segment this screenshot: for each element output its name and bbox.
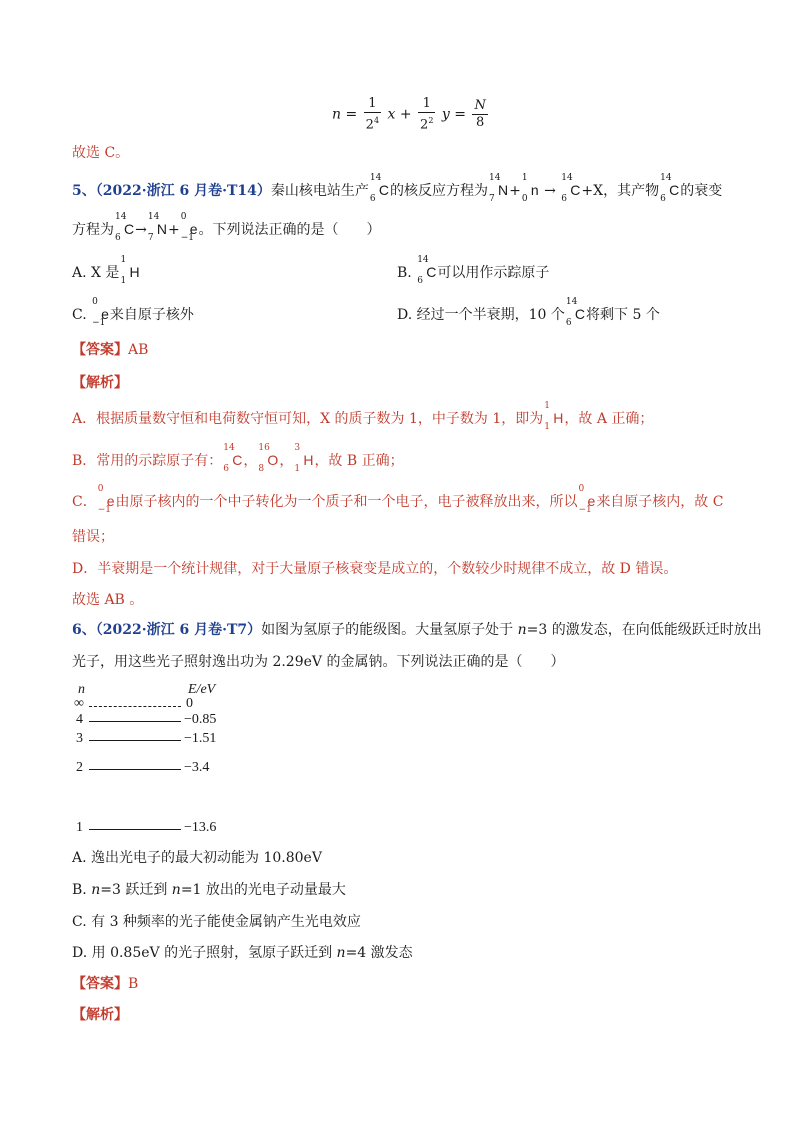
q5-source: （2022·浙江 6 月卷·T14） — [95, 183, 271, 199]
nuclide-electron: 0 −1 e — [180, 212, 198, 243]
q5-option-d[interactable]: D. 经过一个半衰期，10 个 14 6 C将剩下 5 个 — [397, 297, 660, 328]
q5-option-a[interactable]: A. X 是 1 1 H — [72, 255, 140, 286]
level-e-4: −0.85 — [184, 712, 217, 727]
q6-source: （2022·浙江 6 月卷·T7） — [95, 622, 262, 638]
nuclide-neutron: 1 0 n — [521, 173, 539, 204]
level-e-1: −13.6 — [184, 820, 217, 835]
q5-option-b[interactable]: B. 14 6 C可以用作示踪原子 — [397, 255, 550, 286]
q5-answer: 【答案】AB — [72, 342, 149, 358]
formula-var-y: y — [441, 106, 450, 123]
q5-analysis-b: B．常用的示踪原子有： 14 6 C， 16 8 O， 3 1 H，故 B 正确； — [72, 443, 404, 474]
formula-line — [332, 96, 490, 133]
formula-lhs: n — [332, 106, 342, 123]
formula-plus: + — [399, 106, 412, 123]
nuclide-electron: 0 −1 e — [92, 297, 109, 328]
nuclide-o16: 16 8 O — [258, 443, 279, 474]
level-n-2: 2 — [76, 760, 83, 775]
q5-analysis-label: 【解析】 — [72, 375, 128, 391]
nuclide-h1: 1 1 H — [120, 255, 140, 286]
level-e-inf: 0 — [186, 696, 193, 711]
formula-eq: = — [345, 106, 358, 123]
nuclide-electron: 0 −1 e — [578, 484, 596, 515]
q6-stem-line-2: 光子，用这些光子照射逸出功为 2.29eV 的金属钠。下列说法正确的是（ ） — [72, 654, 565, 670]
level-e-2: −3.4 — [184, 760, 210, 775]
nuclide-c14: 14 6 C — [417, 255, 437, 286]
nuclide-c14: 14 6 C — [369, 173, 389, 204]
q6-number: 6、 — [72, 622, 96, 638]
formula-frac-1: $\frac{1}{2^4}$ — [365, 96, 380, 133]
nuclide-h1: 1 1 H — [544, 401, 564, 432]
nuclide-c14: 14 6 C — [561, 173, 581, 204]
nuclide-c14: 14 6 C — [115, 212, 135, 243]
level-line-inf — [89, 706, 181, 707]
nuclide-c14: 14 6 C — [565, 297, 586, 328]
formula-frac-3: $\frac{N}{8}$ — [474, 98, 486, 131]
nuclide-electron: 0 −1 e — [97, 484, 115, 515]
q6-option-c[interactable]: C. 有 3 种频率的光子能使金属钠产生光电效应 — [72, 914, 361, 930]
level-line-4 — [89, 721, 181, 722]
nuclide-n14: 14 7 N — [147, 212, 167, 243]
q6-analysis-label: 【解析】 — [72, 1007, 128, 1023]
q6-option-a[interactable]: A. 逸出光电子的最大初动能为 10.80eV — [72, 850, 322, 866]
prev-conclusion: 故选 C。 — [72, 145, 130, 161]
level-e-3: −1.51 — [184, 731, 217, 746]
diagram-n-header: n — [78, 682, 85, 697]
q5-stem-line-2: 方程为 14 6 C→ 14 7 N+ 0 −1 e。下列说法正确的是（ ） — [72, 212, 381, 243]
q5-analysis-c-cont: 错误； — [72, 529, 114, 545]
level-n-1: 1 — [76, 820, 83, 835]
q5-stem-line-1: 5、（2022·浙江 6 月卷·T14）秦山核电站生产 14 6 C的核反应方程为 14 7 N+ 1 0 n → 14 6 C+X，其产物 14 6 C的衰变 — [72, 173, 723, 204]
q6-option-d[interactable]: D. 用 0.85eV 的光子照射，氢原子跃迁到 n=4 激发态 — [72, 945, 413, 961]
level-line-2 — [89, 769, 181, 770]
nuclide-c14: 14 6 C — [660, 173, 680, 204]
nuclide-c14: 14 6 C — [223, 443, 243, 474]
level-n-inf: ∞ — [74, 696, 84, 711]
formula-eq-2: = — [454, 106, 466, 123]
level-line-1 — [89, 829, 181, 830]
level-line-3 — [89, 740, 181, 741]
nuclide-h3: 3 1 H — [294, 443, 314, 474]
q5-analysis-a: A．根据质量数守恒和电荷数守恒可知，X 的质子数为 1，中子数为 1，即为 1 1 H，故 A 正确； — [72, 401, 654, 432]
q5-conclusion: 故选 AB 。 — [72, 592, 144, 608]
formula-frac-2: $\frac{1}{2^2}$ — [420, 96, 434, 133]
q6-answer-value: B — [128, 976, 139, 992]
formula-var-x: x — [387, 106, 396, 123]
q6-answer: 【答案】B — [72, 976, 139, 992]
q5-option-c[interactable]: C. 0 −1 e来自原子核外 — [72, 297, 194, 328]
q5-answer-value: AB — [128, 342, 149, 358]
q5-analysis-d: D．半衰期是一个统计规律，对于大量原子核衰变是成立的，个数较少时规律不成立，故 D 错误。 — [72, 561, 678, 577]
q6-stem-line-1: 6、（2022·浙江 6 月卷·T7）如图为氢原子的能级图。大量氢原子处于 n=3 的激发态，在向低能级跃迁时放出 — [72, 622, 762, 638]
diagram-e-header: E/eV — [188, 682, 216, 697]
level-n-4: 4 — [76, 712, 83, 727]
level-n-3: 3 — [76, 731, 83, 746]
nuclide-n14: 14 7 N — [488, 173, 509, 204]
q6-option-b[interactable]: B. n=3 跃迁到 n=1 放出的光电子动量最大 — [72, 882, 346, 898]
q5-number: 5、 — [72, 183, 96, 199]
q5-analysis-c: C． 0 −1 e由原子核内的一个中子转化为一个质子和一个电子，电子被释放出来，所以 0 −1 e来自原子核内，故 C — [72, 484, 724, 515]
